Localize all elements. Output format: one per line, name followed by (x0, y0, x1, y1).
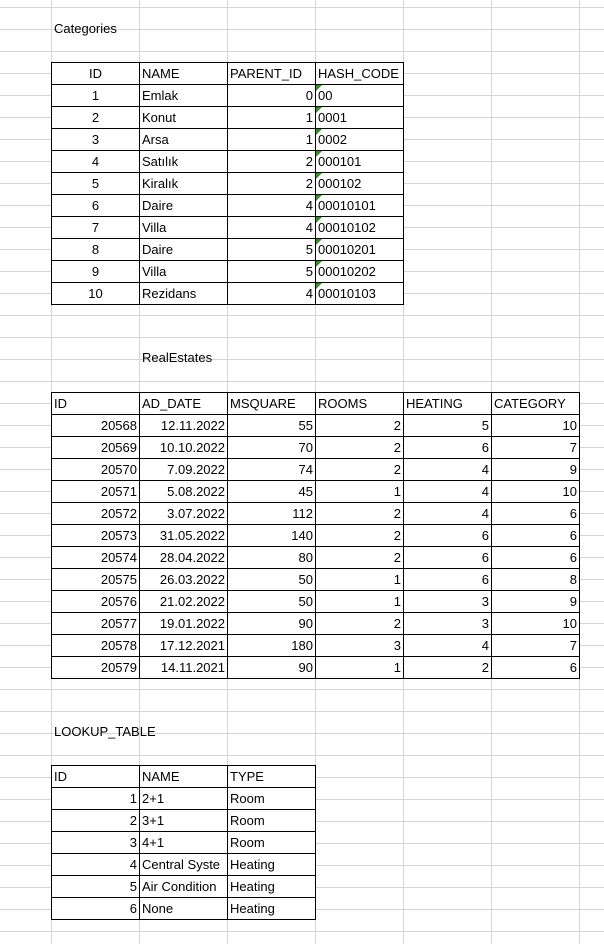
col-header-id[interactable]: ID (52, 766, 140, 788)
type-cell[interactable]: Heating (228, 876, 316, 898)
col-header-id[interactable]: ID (52, 63, 140, 85)
col-header-category[interactable]: CATEGORY (492, 393, 580, 415)
type-cell[interactable]: Heating (228, 898, 316, 920)
hash-code-cell[interactable]: 000102 (316, 173, 404, 195)
name-cell[interactable]: Villa (140, 217, 228, 239)
category-cell[interactable]: 9 (492, 459, 580, 481)
parent-id-cell[interactable]: 0 (228, 85, 316, 107)
heating-cell[interactable]: 5 (404, 415, 492, 437)
table-row (52, 459, 580, 481)
col-header-id[interactable]: ID (52, 393, 140, 415)
table-row (52, 547, 580, 569)
name-cell[interactable]: Emlak (140, 85, 228, 107)
col-header-ad-date[interactable]: AD_DATE (140, 393, 228, 415)
type-cell[interactable]: Room (228, 810, 316, 832)
heating-cell[interactable]: 3 (404, 613, 492, 635)
id-cell[interactable]: 2 (52, 810, 140, 832)
id-cell[interactable]: 4 (52, 151, 140, 173)
parent-id-cell[interactable]: 2 (228, 151, 316, 173)
id-cell[interactable]: 3 (52, 832, 140, 854)
table-row (52, 788, 316, 810)
id-cell[interactable]: 9 (52, 261, 140, 283)
rooms-cell[interactable]: 3 (316, 635, 404, 657)
msquare-cell[interactable]: 90 (228, 657, 316, 679)
msquare-cell[interactable]: 90 (228, 613, 316, 635)
table-row (52, 832, 316, 854)
table-row (52, 415, 580, 437)
table-row (52, 876, 316, 898)
row-gridline (0, 711, 604, 712)
table-row (52, 85, 404, 107)
hash-code-cell[interactable]: 00010201 (316, 239, 404, 261)
col-header-heating[interactable]: HEATING (404, 393, 492, 415)
rooms-cell[interactable]: 2 (316, 415, 404, 437)
parent-id-cell[interactable]: 2 (228, 173, 316, 195)
ad-date-cell[interactable]: 3.07.2022 (140, 503, 228, 525)
table-row (52, 107, 404, 129)
table-row (52, 283, 404, 305)
id-cell[interactable]: 10 (52, 283, 140, 305)
id-cell[interactable]: 5 (52, 876, 140, 898)
msquare-cell[interactable]: 55 (228, 415, 316, 437)
msquare-cell[interactable]: 80 (228, 547, 316, 569)
ad-date-cell[interactable]: 19.01.2022 (140, 613, 228, 635)
ad-date-cell[interactable]: 10.10.2022 (140, 437, 228, 459)
id-cell[interactable]: 20576 (52, 591, 140, 613)
rooms-cell[interactable]: 1 (316, 591, 404, 613)
hash-code-cell[interactable]: 0002 (316, 129, 404, 151)
id-cell[interactable]: 20578 (52, 635, 140, 657)
hash-code-cell[interactable]: 000101 (316, 151, 404, 173)
ad-date-cell[interactable]: 31.05.2022 (140, 525, 228, 547)
id-cell[interactable]: 8 (52, 239, 140, 261)
table-row (52, 503, 580, 525)
heating-cell[interactable]: 4 (404, 503, 492, 525)
id-cell[interactable]: 6 (52, 195, 140, 217)
table-row (52, 437, 580, 459)
type-cell[interactable]: Heating (228, 854, 316, 876)
header-row (52, 766, 316, 788)
col-header-name[interactable]: NAME (140, 63, 228, 85)
col-header-type[interactable]: TYPE (228, 766, 316, 788)
msquare-cell[interactable]: 74 (228, 459, 316, 481)
id-cell[interactable]: 6 (52, 898, 140, 920)
parent-id-cell[interactable]: 5 (228, 239, 316, 261)
id-cell[interactable]: 4 (52, 854, 140, 876)
name-cell[interactable]: Air Condition (140, 876, 228, 898)
heating-cell[interactable]: 4 (404, 481, 492, 503)
name-cell[interactable]: Konut (140, 107, 228, 129)
heating-cell[interactable]: 4 (404, 459, 492, 481)
lookup-table (51, 765, 316, 920)
ad-date-cell[interactable]: 26.03.2022 (140, 569, 228, 591)
id-cell[interactable]: 20574 (52, 547, 140, 569)
table-row (52, 239, 404, 261)
id-cell[interactable]: 20577 (52, 613, 140, 635)
table-row (52, 854, 316, 876)
name-cell[interactable]: 3+1 (140, 810, 228, 832)
category-cell[interactable]: 10 (492, 415, 580, 437)
name-cell[interactable]: 2+1 (140, 788, 228, 810)
hash-code-cell[interactable]: 00010102 (316, 217, 404, 239)
parent-id-cell[interactable]: 5 (228, 261, 316, 283)
hash-code-cell[interactable]: 00010101 (316, 195, 404, 217)
msquare-cell[interactable]: 50 (228, 591, 316, 613)
id-cell[interactable]: 20570 (52, 459, 140, 481)
row-gridline (0, 381, 604, 382)
category-cell[interactable]: 6 (492, 525, 580, 547)
heating-cell[interactable]: 6 (404, 437, 492, 459)
col-header-rooms[interactable]: ROOMS (316, 393, 404, 415)
category-cell[interactable]: 10 (492, 613, 580, 635)
category-cell[interactable]: 7 (492, 437, 580, 459)
parent-id-cell[interactable]: 4 (228, 217, 316, 239)
table-row (52, 481, 580, 503)
name-cell[interactable]: Central Syste (140, 854, 228, 876)
col-header-msquare[interactable]: MSQUARE (228, 393, 316, 415)
id-cell[interactable]: 7 (52, 217, 140, 239)
table-row (52, 525, 580, 547)
ad-date-cell[interactable]: 12.11.2022 (140, 415, 228, 437)
name-cell[interactable]: Daire (140, 195, 228, 217)
msquare-cell[interactable]: 140 (228, 525, 316, 547)
realestates-title[interactable]: RealEstates (142, 350, 213, 365)
row-gridline (0, 7, 604, 8)
table-row (52, 810, 316, 832)
type-cell[interactable]: Room (228, 832, 316, 854)
id-cell[interactable]: 20573 (52, 525, 140, 547)
rooms-cell[interactable]: 2 (316, 459, 404, 481)
parent-id-cell[interactable]: 4 (228, 283, 316, 305)
name-cell[interactable]: Villa (140, 261, 228, 283)
realestates-table (51, 392, 580, 679)
table-row (52, 195, 404, 217)
id-cell[interactable]: 5 (52, 173, 140, 195)
name-cell[interactable]: Rezidans (140, 283, 228, 305)
category-cell[interactable]: 8 (492, 569, 580, 591)
msquare-cell[interactable]: 112 (228, 503, 316, 525)
table-row (52, 151, 404, 173)
row-gridline (0, 359, 604, 360)
col-header-hash-code[interactable]: HASH_CODE (316, 63, 404, 85)
ad-date-cell[interactable]: 21.02.2022 (140, 591, 228, 613)
category-cell[interactable]: 7 (492, 635, 580, 657)
ad-date-cell[interactable]: 28.04.2022 (140, 547, 228, 569)
category-cell[interactable]: 9 (492, 591, 580, 613)
row-gridline (0, 337, 604, 338)
table-row (52, 635, 580, 657)
rooms-cell[interactable]: 2 (316, 503, 404, 525)
table-row (52, 569, 580, 591)
name-cell[interactable]: 4+1 (140, 832, 228, 854)
row-gridline (0, 315, 604, 316)
table-row (52, 217, 404, 239)
category-cell[interactable]: 6 (492, 547, 580, 569)
msquare-cell[interactable]: 70 (228, 437, 316, 459)
ad-date-cell[interactable]: 7.09.2022 (140, 459, 228, 481)
id-cell[interactable]: 20575 (52, 569, 140, 591)
id-cell[interactable]: 1 (52, 85, 140, 107)
table-row (52, 173, 404, 195)
name-cell[interactable]: Daire (140, 239, 228, 261)
category-cell[interactable]: 6 (492, 503, 580, 525)
parent-id-cell[interactable]: 4 (228, 195, 316, 217)
row-gridline (0, 689, 604, 690)
row-gridline (0, 755, 604, 756)
table-row (52, 657, 580, 679)
header-row (52, 63, 404, 85)
parent-id-cell[interactable]: 1 (228, 107, 316, 129)
name-cell[interactable]: Satılık (140, 151, 228, 173)
msquare-cell[interactable]: 45 (228, 481, 316, 503)
hash-code-cell[interactable]: 00 (316, 85, 404, 107)
category-cell[interactable]: 6 (492, 657, 580, 679)
id-cell[interactable]: 1 (52, 788, 140, 810)
table-row (52, 591, 580, 613)
type-cell[interactable]: Room (228, 788, 316, 810)
rooms-cell[interactable]: 2 (316, 547, 404, 569)
ad-date-cell[interactable]: 14.11.2021 (140, 657, 228, 679)
rooms-cell[interactable]: 2 (316, 525, 404, 547)
msquare-cell[interactable]: 50 (228, 569, 316, 591)
heating-cell[interactable]: 6 (404, 547, 492, 569)
heating-cell[interactable]: 6 (404, 525, 492, 547)
table-row (52, 261, 404, 283)
rooms-cell[interactable]: 2 (316, 437, 404, 459)
name-cell[interactable]: None (140, 898, 228, 920)
msquare-cell[interactable]: 180 (228, 635, 316, 657)
heating-cell[interactable]: 6 (404, 569, 492, 591)
categories-table (51, 62, 404, 305)
name-cell[interactable]: Kiralık (140, 173, 228, 195)
rooms-cell[interactable]: 1 (316, 481, 404, 503)
lookup-table-title[interactable]: LOOKUP_TABLE (54, 724, 156, 739)
categories-title[interactable]: Categories (54, 21, 117, 36)
hash-code-cell[interactable]: 0001 (316, 107, 404, 129)
id-cell[interactable]: 20572 (52, 503, 140, 525)
category-cell[interactable]: 10 (492, 481, 580, 503)
id-cell[interactable]: 20569 (52, 437, 140, 459)
ad-date-cell[interactable]: 17.12.2021 (140, 635, 228, 657)
id-cell[interactable]: 3 (52, 129, 140, 151)
id-cell[interactable]: 2 (52, 107, 140, 129)
id-cell[interactable]: 20568 (52, 415, 140, 437)
ad-date-cell[interactable]: 5.08.2022 (140, 481, 228, 503)
heating-cell[interactable]: 2 (404, 657, 492, 679)
table-row (52, 613, 580, 635)
hash-code-cell[interactable]: 00010202 (316, 261, 404, 283)
col-header-name[interactable]: NAME (140, 766, 228, 788)
header-row (52, 393, 580, 415)
rooms-cell[interactable]: 2 (316, 613, 404, 635)
parent-id-cell[interactable]: 1 (228, 129, 316, 151)
rooms-cell[interactable]: 1 (316, 657, 404, 679)
id-cell[interactable]: 20571 (52, 481, 140, 503)
hash-code-cell[interactable]: 00010103 (316, 283, 404, 305)
row-gridline (0, 931, 604, 932)
heating-cell[interactable]: 3 (404, 591, 492, 613)
id-cell[interactable]: 20579 (52, 657, 140, 679)
col-header-parent-id[interactable]: PARENT_ID (228, 63, 316, 85)
name-cell[interactable]: Arsa (140, 129, 228, 151)
table-row (52, 129, 404, 151)
table-row (52, 898, 316, 920)
rooms-cell[interactable]: 1 (316, 569, 404, 591)
row-gridline (0, 51, 604, 52)
heating-cell[interactable]: 4 (404, 635, 492, 657)
